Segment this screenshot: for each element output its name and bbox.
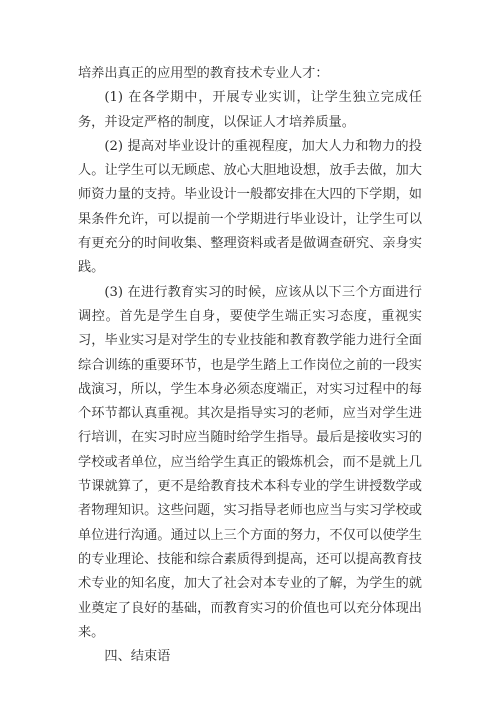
section-heading: 四、结束语 [104,649,171,665]
document-body [78,62,422,669]
item-3-paragraph: (3) 在进行教育实习的时候，应该从以下三个方面进行调控。首先是学生自身，要使学生端正实习态度，重视实习，毕业实习是对学生的专业技能和教育教学能力进行全面综合训练的重要环节，也是学生踏上工作岗位之前的一段实战演习，所以，学生本身必须态度端正，对实习过程中的每个环节都认真重视。其次是指导实习的老师，应当对学生进行培训，在实习时应当随时给学生指导。最后是接收实习的学校或者单位，应当给学生真正的锻炼机会，而不是就上几节课就算了，更不是给教育技术本科专业的学生讲授数学或者物理知识。这些问题，实习指导老师也应当与实习学校或单位进行沟通。通过以上三个方面的努力，不仅可以使学生的专业理论、技能和综合素质得到提高，还可以提高教育技术专业的知名度，加大了社会对本专业的了解，为学生的就业奠定了良好的基础，而教育实习的价值也可以充分体现出来。 [78,284,422,640]
item-2-paragraph: (2) 提高对毕业设计的重视程度，加大人力和物力的投人。让学生可以无顾虑、放心大胆地设想，放手去做，加大师资力量的支持。毕业设计一般都安排在大四的下学期，如果条件允许，可以提前一个学期进行毕业设计，让学生可以有更充分的时间收集、整理资料或者是做调查研究、亲身实践。 [78,138,422,276]
intro-paragraph: 培养出真正的应用型的教育技术专业人才： [78,66,329,81]
item-1-paragraph: (1) 在各学期中，开展专业实训，让学生独立完成任务，并设定严格的制度，以保证人才培养质量。 [78,90,422,130]
